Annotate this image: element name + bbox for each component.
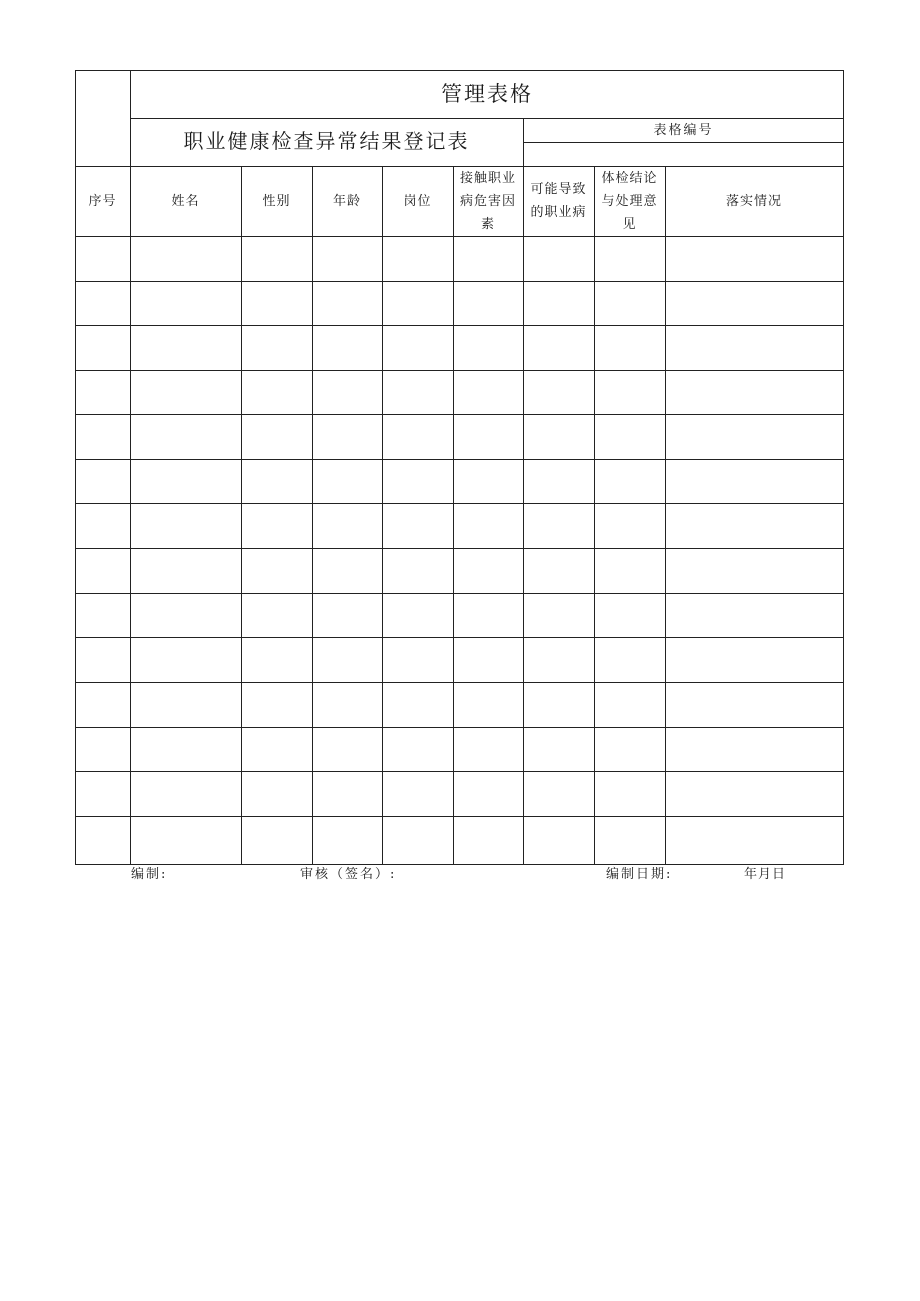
table-cell[interactable] (665, 503, 843, 548)
table-cell[interactable] (594, 459, 665, 503)
table-cell[interactable] (453, 637, 523, 682)
table-cell[interactable] (241, 593, 312, 637)
table-cell[interactable] (130, 771, 241, 816)
column-header-line: 与处理意 (601, 193, 658, 209)
table-cell[interactable] (453, 370, 523, 414)
table-cell[interactable] (241, 281, 312, 325)
column-header-gender (241, 166, 312, 236)
table-cell[interactable] (453, 414, 523, 459)
category-title: 管理表格 (441, 82, 533, 106)
table-border-right (843, 70, 844, 865)
table-cell[interactable] (312, 593, 382, 637)
column-header-line: 可能导致 (530, 182, 587, 197)
table-cell[interactable] (241, 816, 312, 864)
table-cell[interactable] (312, 637, 382, 682)
table-cell[interactable] (523, 414, 594, 459)
table-cell[interactable] (312, 459, 382, 503)
table-cell[interactable] (312, 281, 382, 325)
title-row-divider (130, 118, 844, 119)
table-cell[interactable] (665, 727, 843, 771)
column-header-implementation (665, 166, 843, 236)
table-cell[interactable] (241, 727, 312, 771)
column-header-seq (75, 166, 130, 236)
table-cell[interactable] (665, 236, 843, 281)
table-cell[interactable] (382, 281, 453, 325)
table-cell[interactable] (523, 236, 594, 281)
table-cell[interactable] (382, 503, 453, 548)
prepared-by-label: 编制: (131, 867, 168, 882)
table-cell[interactable] (130, 816, 241, 864)
table-cell[interactable] (382, 637, 453, 682)
table-cell[interactable] (130, 682, 241, 727)
table-cell[interactable] (523, 816, 594, 864)
table-cell[interactable] (594, 593, 665, 637)
table-cell[interactable] (241, 548, 312, 593)
table-cell[interactable] (594, 771, 665, 816)
column-header-line: 落实情况 (725, 193, 782, 209)
table-cell[interactable] (75, 236, 130, 281)
prepared-date-label: 编制日期: (606, 867, 673, 882)
table-cell[interactable] (594, 414, 665, 459)
form-number-label-divider (523, 142, 844, 143)
table-cell[interactable] (453, 593, 523, 637)
table-cell[interactable] (453, 503, 523, 548)
table-cell[interactable] (241, 325, 312, 370)
table-cell[interactable] (665, 816, 843, 864)
column-header-line: 姓名 (171, 193, 200, 209)
table-cell[interactable] (75, 459, 130, 503)
table-cell[interactable] (665, 459, 843, 503)
table-cell[interactable] (382, 325, 453, 370)
table-cell[interactable] (665, 414, 843, 459)
table-cell[interactable] (594, 637, 665, 682)
table-cell[interactable] (75, 682, 130, 727)
table-cell[interactable] (312, 370, 382, 414)
table-cell[interactable] (312, 682, 382, 727)
table-cell[interactable] (75, 637, 130, 682)
table-cell[interactable] (523, 370, 594, 414)
table-cell[interactable] (312, 816, 382, 864)
table-cell[interactable] (523, 325, 594, 370)
column-header-line: 岗位 (403, 193, 432, 209)
table-cell[interactable] (75, 771, 130, 816)
table-cell[interactable] (665, 637, 843, 682)
form-title: 职业健康检查异常结果登记表 (183, 129, 470, 153)
table-cell[interactable] (523, 637, 594, 682)
table-cell[interactable] (241, 414, 312, 459)
table-cell[interactable] (382, 370, 453, 414)
table-cell[interactable] (523, 771, 594, 816)
table-cell[interactable] (130, 370, 241, 414)
table-cell[interactable] (241, 682, 312, 727)
form-number-label: 表格编号 (653, 123, 714, 138)
table-cell[interactable] (130, 281, 241, 325)
table-cell[interactable] (382, 236, 453, 281)
table-cell[interactable] (382, 548, 453, 593)
table-cell[interactable] (665, 325, 843, 370)
column-header-line: 性别 (262, 193, 291, 209)
table-cell[interactable] (130, 325, 241, 370)
table-cell[interactable] (130, 503, 241, 548)
table-cell[interactable] (523, 682, 594, 727)
column-header-disease (523, 166, 594, 236)
table-cell[interactable] (594, 816, 665, 864)
table-cell[interactable] (523, 281, 594, 325)
table-cell[interactable] (382, 459, 453, 503)
table-cell[interactable] (75, 325, 130, 370)
table-cell[interactable] (75, 727, 130, 771)
table-cell[interactable] (665, 548, 843, 593)
table-cell[interactable] (130, 593, 241, 637)
table-cell[interactable] (312, 503, 382, 548)
table-cell[interactable] (453, 771, 523, 816)
column-header-line: 序号 (88, 193, 117, 209)
table-cell[interactable] (453, 325, 523, 370)
table-cell[interactable] (665, 682, 843, 727)
table-cell[interactable] (594, 236, 665, 281)
table-cell[interactable] (665, 593, 843, 637)
table-cell[interactable] (523, 593, 594, 637)
table-cell[interactable] (75, 370, 130, 414)
table-cell[interactable] (453, 548, 523, 593)
table-cell[interactable] (523, 459, 594, 503)
table-cell[interactable] (75, 593, 130, 637)
table-cell[interactable] (130, 727, 241, 771)
table-cell[interactable] (75, 414, 130, 459)
table-cell[interactable] (523, 548, 594, 593)
table-border-bottom (75, 864, 844, 865)
table-cell[interactable] (453, 236, 523, 281)
table-cell[interactable] (594, 503, 665, 548)
table-cell[interactable] (75, 816, 130, 864)
column-header-name (130, 166, 241, 236)
table-border-top (75, 70, 844, 71)
column-header-line: 年龄 (332, 193, 361, 209)
table-cell[interactable] (312, 325, 382, 370)
table-cell[interactable] (453, 682, 523, 727)
table-cell[interactable] (382, 771, 453, 816)
column-header-line: 的职业病 (530, 205, 587, 220)
table-cell[interactable] (241, 503, 312, 548)
table-cell[interactable] (382, 682, 453, 727)
table-cell[interactable] (130, 414, 241, 459)
table-cell[interactable] (241, 771, 312, 816)
table-cell[interactable] (312, 727, 382, 771)
table-cell[interactable] (75, 548, 130, 593)
table-cell[interactable] (594, 325, 665, 370)
table-cell[interactable] (382, 727, 453, 771)
table-cell[interactable] (523, 503, 594, 548)
table-cell[interactable] (453, 281, 523, 325)
table-cell[interactable] (241, 236, 312, 281)
table-cell[interactable] (665, 370, 843, 414)
table-cell[interactable] (665, 281, 843, 325)
table-cell[interactable] (665, 771, 843, 816)
reviewed-by-label: 审核（签名）: (300, 867, 397, 882)
table-cell[interactable] (241, 459, 312, 503)
table-cell[interactable] (523, 727, 594, 771)
table-cell[interactable] (241, 370, 312, 414)
table-cell[interactable] (453, 727, 523, 771)
table-cell[interactable] (382, 593, 453, 637)
column-header-hazard (453, 166, 523, 236)
table-cell[interactable] (241, 637, 312, 682)
table-cell[interactable] (594, 548, 665, 593)
table-cell[interactable] (75, 281, 130, 325)
table-cell[interactable] (594, 281, 665, 325)
table-cell[interactable] (594, 727, 665, 771)
table-cell[interactable] (594, 682, 665, 727)
column-header-line: 素 (480, 216, 495, 232)
column-header-line: 体检结论 (601, 170, 658, 186)
table-cell[interactable] (594, 370, 665, 414)
table-cell[interactable] (312, 548, 382, 593)
table-cell[interactable] (75, 503, 130, 548)
table-cell[interactable] (130, 637, 241, 682)
table-cell[interactable] (130, 236, 241, 281)
table-cell[interactable] (130, 459, 241, 503)
column-header-opinion (594, 166, 665, 236)
table-cell[interactable] (453, 459, 523, 503)
date-format: 年月日 (744, 867, 787, 882)
column-header-line: 接触职业 (459, 170, 516, 186)
column-header-age (312, 166, 382, 236)
table-cell[interactable] (453, 816, 523, 864)
table-cell[interactable] (382, 414, 453, 459)
table-cell[interactable] (312, 236, 382, 281)
table-cell[interactable] (312, 771, 382, 816)
column-header-line: 病危害因 (459, 193, 516, 209)
table-cell[interactable] (382, 816, 453, 864)
table-cell[interactable] (312, 414, 382, 459)
table-cell[interactable] (130, 548, 241, 593)
column-header-line: 见 (622, 216, 637, 232)
column-header-post (382, 166, 453, 236)
